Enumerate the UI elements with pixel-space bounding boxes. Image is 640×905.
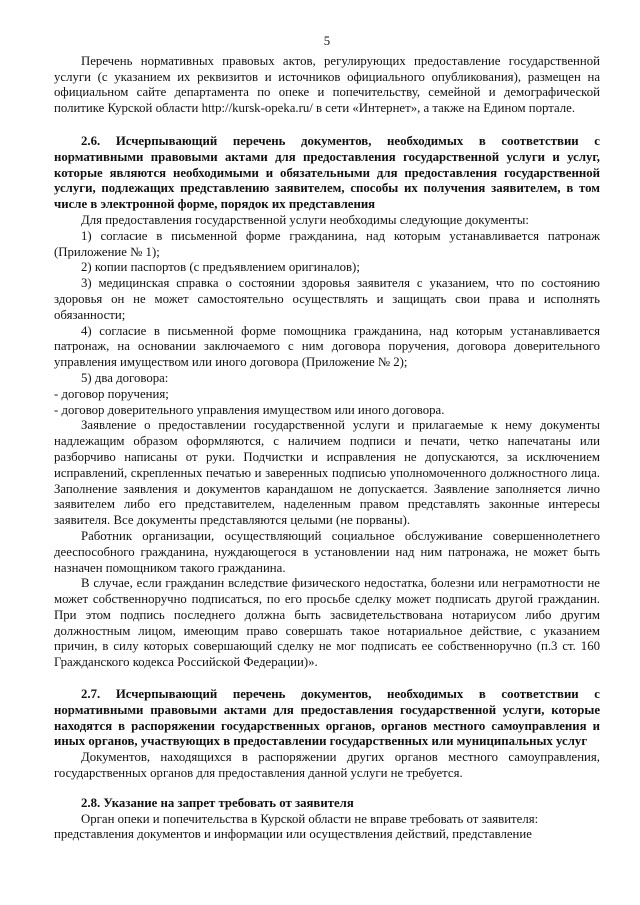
intro-paragraph: Перечень нормативных правовых актов, регулирующих предоставление государственной услуги (с указанием их реквизитов и источников официального опубликования), размещен на официальном сайте департамента по опеке и попечительству, семейной и демографической политике Курской области http://kursk-opeka.ru/ в сети «Интернет», а также на Едином портале. (54, 53, 600, 116)
list-item: 1) согласие в письменной форме гражданина, над которым устанавливается патронаж (Приложение № 1); (54, 228, 600, 259)
body-paragraph: Работник организации, осуществляющий социальное обслуживание совершеннолетнего дееспособного гражданина, нуждающегося в установлении над ним патронажа, не может быть назначен помощником такого гражданина. (54, 528, 600, 575)
list-item: 3) медицинская справка о состоянии здоровья заявителя с указанием, что по состоянию здоровья он не может самостоятельно осуществлять и защищать свои права и исполнять обязанности; (54, 276, 600, 322)
section-2-6-heading: 2.6. Исчерпывающий перечень документов, необходимых в соответствии с нормативными правовыми актами для предоставления государственной услуги и услуг, которые являются необходимыми и обязательными для предоставления государственной услуги, подлежащих представлению заявителем, способы их получения заявителем, в том числе в электронной форме, порядок их представления (54, 133, 600, 212)
contract-item: - договор доверительного управления имуществом или иного договора. (54, 402, 445, 417)
list-item: 5) два договора: (81, 370, 169, 385)
section-2-8-line: Орган опеки и попечительства в Курской области не вправе требовать от заявителя: (81, 811, 539, 826)
section-2-8-line: представления документов и информации или осуществления действий, представление (54, 827, 532, 842)
body-paragraph: Заявление о предоставлении государственной услуги и прилагаемые к нему документы надлежащим образом оформляются, с наличием подписи и печати, четко напечатаны или разборчиво написаны от руки. Подчистки и исправления не допускаются, за исключением исправлений, скрепленных печатью и заверенных подписью уполномоченного должностного лица. Заполнение заявления и документов карандашом не допускается. Заявление заполняется лично заявителем либо его представителем, наделенным правом представлять законные интересы заявителя. Все документы представляются целыми (не порваны). (54, 418, 600, 528)
body-paragraph: В случае, если гражданин вследствие физического недостатка, болезни или неграмотности не может собственноручно подписаться, по его просьбе сделку может подписать другой гражданин. При этом подпись последнего должна быть засвидетельствована нотариусом либо другим должностным лицом, имеющим право совершать такое нотариальное действие, с указанием причин, в силу которых совершающий сделку не мог подписать ее собственноручно (п.3 ст. 160 Гражданского кодекса Российской Федерации)». (54, 576, 600, 670)
section-2-8-heading: 2.8. Указание на запрет требовать от заявителя (81, 795, 354, 810)
section-2-6-lead: Для предоставления государственной услуги необходимы следующие документы: (81, 212, 529, 227)
list-item: 2) копии паспортов (с предъявлением оригиналов); (81, 260, 360, 275)
list-item: 4) согласие в письменной форме помощника гражданина, над которым устанавливается патронаж, на основании заключаемого с ним договора поручения, договора доверительного управления имуществом или иного договора (Приложение № 2); (54, 323, 600, 370)
page-number: 5 (323, 34, 331, 48)
section-2-7-text: Документов, находящихся в распоряжении других органов местного самоуправления, государственных органов для предоставления данной услуги не требуется. (54, 750, 600, 781)
section-2-7-heading: 2.7. Исчерпывающий перечень документов, необходимых в соответствии с нормативными правовыми актами для предоставления государственной услуги, которые находятся в распоряжении государственных органов, органов местного самоуправления и иных органов, участвующих в предоставлении государственных или муниципальных услуг (54, 687, 600, 749)
contract-item: - договор поручения; (54, 386, 169, 401)
